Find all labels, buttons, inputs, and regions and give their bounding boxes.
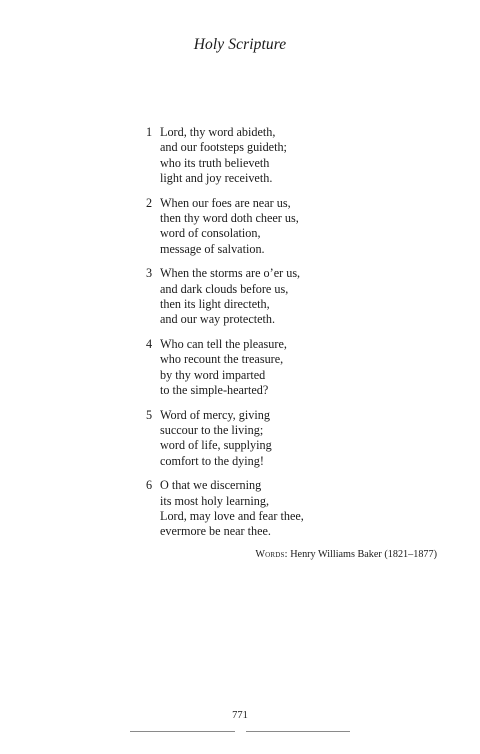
verse-line: Lord, may love and fear thee, — [160, 509, 304, 524]
words-credit — [255, 549, 437, 560]
verse-line: and our way protecteth. — [160, 312, 276, 327]
page-title: Holy Scripture — [193, 36, 287, 53]
credit-label: Words: — [255, 549, 288, 560]
verse-number: 4 — [146, 337, 153, 352]
page-number: 771 — [232, 710, 248, 721]
verse-line: word of consolation, — [160, 226, 261, 241]
verse — [146, 266, 426, 327]
verse — [146, 125, 426, 186]
verse-number: 3 — [146, 266, 153, 281]
verse-line: When our foes are near us, — [160, 195, 291, 210]
verse — [146, 337, 426, 398]
verse-lines — [160, 125, 287, 186]
verse-line: light and joy receiveth. — [160, 170, 273, 185]
verse-number: 2 — [146, 195, 153, 210]
verse-line: Lord, thy word abideth, — [160, 125, 276, 139]
verse — [146, 196, 426, 257]
verse-line: Word of mercy, giving — [160, 407, 270, 422]
verse-lines — [160, 478, 304, 539]
verse-line: its most holy learning, — [160, 493, 270, 508]
credit-author: Henry Williams Baker (1821–1877) — [290, 549, 437, 560]
footer-rule — [246, 731, 350, 732]
verse-lines — [160, 408, 272, 469]
verse-number: 5 — [146, 407, 153, 422]
verse — [146, 408, 426, 469]
footer-rule — [130, 731, 235, 732]
verse-line: then its light directeth, — [160, 296, 270, 311]
verse-line: to the simple-hearted? — [160, 382, 269, 397]
verse-line: then thy word doth cheer us, — [160, 210, 299, 225]
verse-line: and our footsteps guideth; — [160, 140, 287, 155]
verse-line: evermore be near thee. — [160, 524, 271, 539]
verse-line: When the storms are o’er us, — [160, 266, 301, 281]
verse-lines — [160, 337, 287, 398]
verse-lines — [160, 196, 299, 257]
verse-line: message of salvation. — [160, 241, 265, 256]
verse-line: word of life, supplying — [160, 438, 272, 453]
hymn-text — [146, 125, 426, 549]
verse-line: O that we discerning — [160, 478, 262, 493]
verse-lines — [160, 266, 300, 327]
verse-line: and dark clouds before us, — [160, 281, 289, 296]
verse-line: who its truth believeth — [160, 155, 270, 170]
verse-line: Who can tell the pleasure, — [160, 337, 287, 352]
verse-number: 6 — [146, 478, 153, 493]
verse — [146, 478, 426, 539]
verse-line: comfort to the dying! — [160, 453, 264, 468]
verse-number: 1 — [146, 125, 153, 139]
verse-line: succour to the living; — [160, 423, 264, 438]
verse-line: by thy word imparted — [160, 367, 266, 382]
verse-line: who recount the treasure, — [160, 352, 284, 367]
